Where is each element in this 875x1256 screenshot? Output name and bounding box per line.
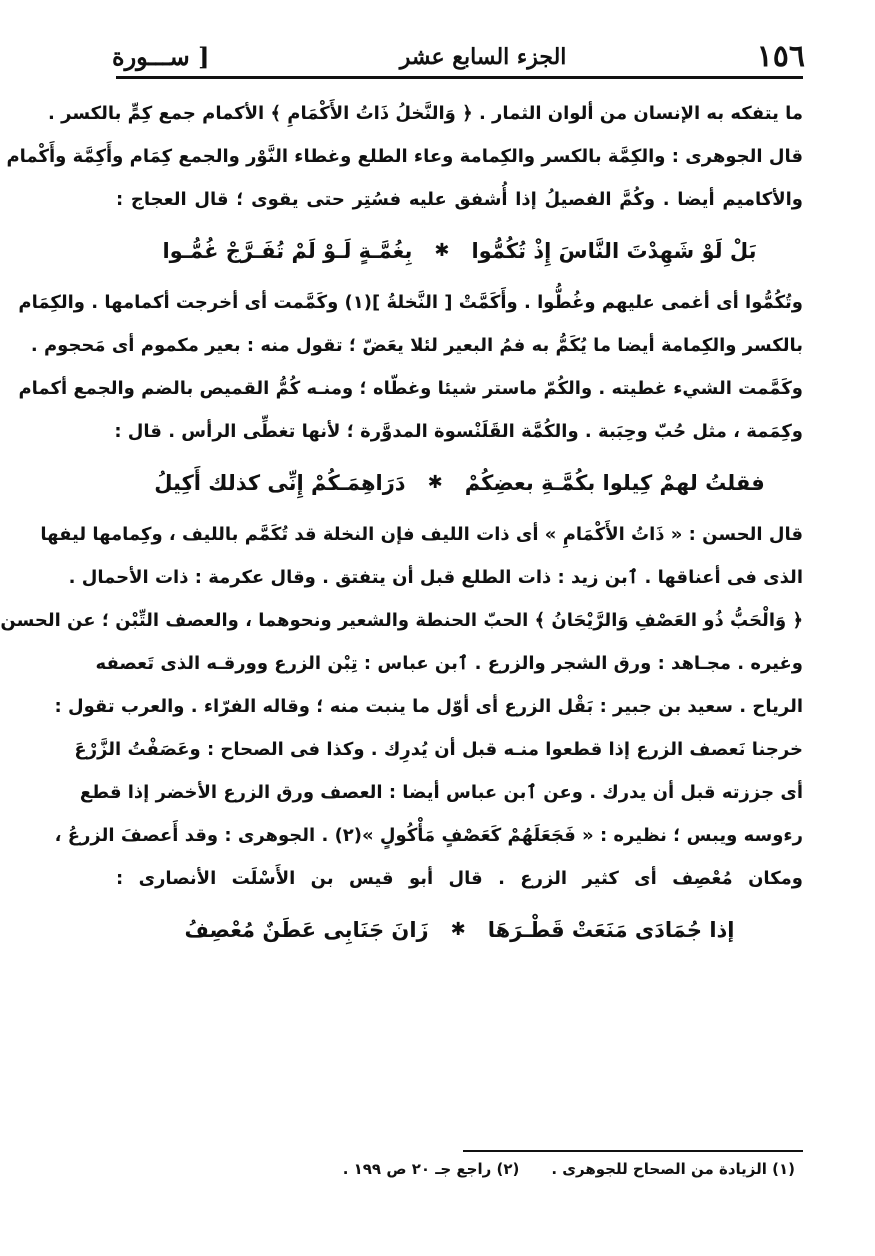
text-line: رءوسه ويبس ؛ نظيره : « فَجَعَلَهُمْ كَعَصْفٍ مَأْكُولٍ »(٢) . الجوهرى : وقد أَعصفَ الزرعُ ، bbox=[54, 825, 803, 846]
footnote-2: (٢) راجع جـ ٢٠ ص ١٩٩ . bbox=[342, 1160, 520, 1178]
main-text bbox=[0, 92, 803, 960]
poetry-verse bbox=[116, 453, 803, 513]
verse-first-hemistich: فقلتُ لهمْ كِيلوا بكُمَّـةِ بعضِكُمْ bbox=[464, 471, 765, 495]
text-line: خرجنا نَعصف الزرع إذا قطعوا منـه قبل أن يُدرِك . وكذا فى الصحاح : وعَصَفْتُ الزَّرْعَ bbox=[74, 739, 803, 760]
text-line: الرياح . سعيد بن جبير : بَقْل الزرع أى أوّل ما ينبت منه ؛ وقاله الفرّاء . والعرب تقول : bbox=[54, 696, 803, 717]
footnotes bbox=[248, 1154, 795, 1184]
verse-second-hemistich: بِغُمَّـةٍ لَـوْ لَمْ تُفَـرَّجْ غُمُّـوا bbox=[162, 239, 413, 263]
text-line: وكِمَمة ، مثل حُبّ وحِبَبة . والكُمَّة القَلَنْسوة المدوَّرة ؛ لأنها تغطِّى الرأس . قال : bbox=[114, 421, 803, 442]
verse-first-hemistich: إذا جُمَادَى مَنَعَتْ قَطْـرَهَا bbox=[487, 918, 735, 942]
page-number: ١٥٦ bbox=[756, 39, 805, 74]
star-separator-icon: ✱ bbox=[450, 919, 466, 940]
page-header bbox=[112, 30, 805, 76]
text-line: وغيره . مجـاهد : ورق الشجر والزرع . ٱبن عباس : تِبْن الزرع وورقـه الذى تَعصفه bbox=[95, 653, 803, 674]
verse-second-hemistich: دَرَاهِمَـكُمْ إِنِّى كذلك أَكِيلُ bbox=[154, 471, 406, 495]
text-line: ومكان مُعْصِف أى كثير الزرع . قال أبو قيس بن الأَسْلَت الأنصارى : bbox=[116, 868, 803, 889]
text-line: قال الجوهرى : والكِمَّة بالكسر والكِمامة وعاء الطلع وغطاء النَّوْر والجمع كِمَام وأَكِمَّة وأَكْمام bbox=[6, 146, 803, 167]
text-line: وتُكُمُّوا أى أغمى عليهم وغُطُّوا . وأَكَمَّتْ [ النَّخلةُ ](١) وكَمَّمت أى أخرجت أكمامها . والكِمَام bbox=[18, 292, 803, 313]
header-rule bbox=[116, 76, 803, 79]
poetry-verse bbox=[116, 221, 803, 281]
footnote-1: (١) الزيادة من الصحاح للجوهرى . bbox=[551, 1160, 795, 1178]
surah-label: [ ســـورة bbox=[112, 42, 210, 71]
text-line: بالكسر والكِمامة أيضا ما يُكَمُّ به فمُ البعير لئلا يعَضّ ؛ تقول منه : بعير مكموم أى مَحجوم . bbox=[30, 335, 803, 356]
verse-second-hemistich: زَانَ جَنَابِى عَطَنٌ مُعْصِفُ bbox=[184, 918, 429, 942]
poetry-verse bbox=[116, 900, 803, 960]
text-line: ما يتفكه به الإنسان من ألوان الثمار . ﴿ وَالنَّخلُ ذَاتُ الأَكْمَامِ ﴾ الأكمام جمع كِمٍّ بالكسر . bbox=[48, 103, 803, 124]
text-line: وكَمَّمت الشيء غطيته . والكُمّ ماستر شيئا وغطّاه ؛ ومنـه كُمُّ القميص بالضم والجمع أكمام bbox=[18, 378, 803, 399]
text-line: قال الحسن : « ذَاتُ الأَكْمَامِ » أى ذات الليف فإن النخلة قد تُكَمَّم بالليف ، وكِمامها ليفها bbox=[40, 524, 803, 545]
text-line: أى جززته قبل أن يدرك . وعن ٱبن عباس أيضا : العصف ورق الزرع الأخضر إذا قطع bbox=[79, 782, 803, 803]
footnote-rule bbox=[463, 1150, 803, 1152]
star-separator-icon: ✱ bbox=[434, 240, 450, 261]
star-separator-icon: ✱ bbox=[427, 472, 443, 493]
running-title: الجزء السابع عشر bbox=[399, 44, 567, 70]
text-line: ﴿ وَالْحَبُّ ذُو العَصْفِ وَالرَّيْحَانُ ﴾ الحبّ الحنطة والشعير ونحوهما ، والعصف التِّبْن ؛ عن الحسن bbox=[0, 610, 803, 631]
verse-first-hemistich: بَلْ لَوْ شَهِدْتَ النَّاسَ إِذْ تُكُمُّوا bbox=[471, 239, 757, 263]
text-line: الذى فى أعناقها . ٱبن زيد : ذات الطلع قبل أن يتفتق . وقال عكرمة : ذات الأحمال . bbox=[68, 567, 803, 588]
text-line: والأكاميم أيضا . وكُمَّ الفصيلُ إذا أُشفق عليه فسُتِر حتى يقوى ؛ قال العجاج : bbox=[116, 189, 803, 210]
